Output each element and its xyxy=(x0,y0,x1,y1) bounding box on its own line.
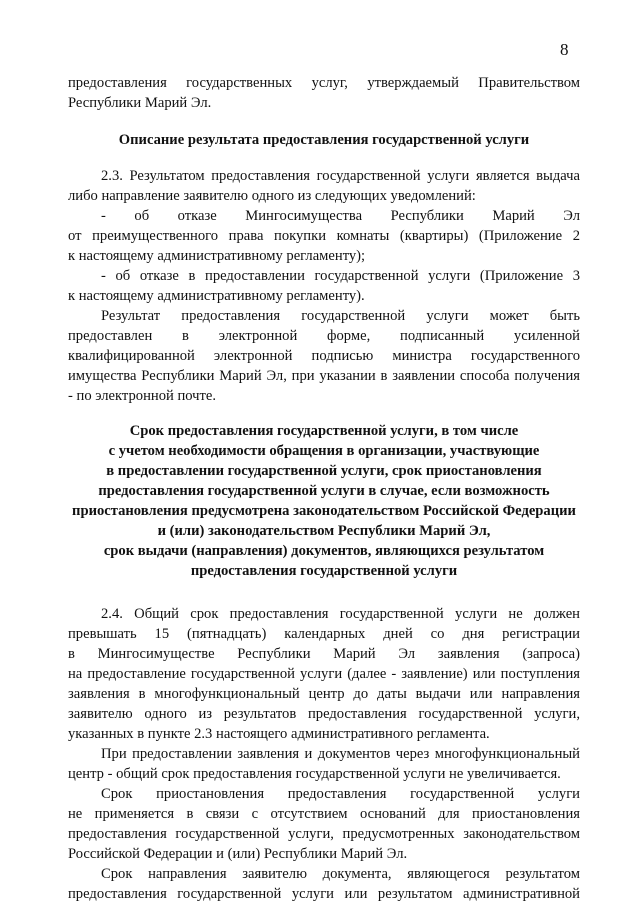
body-text-line: квалифицированной электронной подписью министра государственного xyxy=(68,348,580,364)
body-text-line: предоставления государственных услуг, утверждаемый Правительством xyxy=(68,75,580,91)
section-heading-line: Срок предоставления государственной услуги, в том числе xyxy=(129,423,519,439)
body-text-line: предоставлен в электронной форме, подписанный усиленной xyxy=(68,328,580,344)
section-heading-line: Описание результата предоставления государственной услуги xyxy=(118,132,530,148)
section-heading-line: и (или) законодательством Республики Марий Эл, xyxy=(157,523,491,539)
body-text-line: центр - общий срок предоставления государственной услуги не увеличивается. xyxy=(68,766,561,782)
body-text-line: заявления в многофункциональный центр до даты выдачи или направления xyxy=(68,686,580,702)
body-text-line: на предоставление государственной услуги (далее - заявление) или поступления xyxy=(68,666,580,682)
body-text-line: Срок направления заявителю документа, являющегося результатом xyxy=(101,866,580,882)
body-text-line: превышать 15 (пятнадцать) календарных дней со дня регистрации xyxy=(68,626,580,642)
body-text-line: к настоящему административному регламенту); xyxy=(68,248,366,264)
body-text-line: не применяется в связи с отсутствием оснований для приостановления xyxy=(68,806,580,822)
section-heading-line: приостановления предусмотрена законодательством Российской Федерации xyxy=(72,503,576,519)
body-text-line: указанных в пункте 2.3 настоящего административного регламента. xyxy=(68,726,490,742)
page-number: 8 xyxy=(560,40,569,59)
body-text-line: - об отказе Мингосимущества Республики Марий Эл xyxy=(101,208,580,224)
section-heading-line: предоставления государственной услуги в случае, если возможность xyxy=(98,483,550,499)
body-text-line: в Мингосимуществе Республики Марий Эл заявления (запроса) xyxy=(68,646,580,662)
body-text-line: 2.3. Результатом предоставления государственной услуги является выдача xyxy=(101,168,580,184)
body-text-line: от преимущественного права покупки комнаты (квартиры) (Приложение 2 xyxy=(68,228,580,244)
body-text-line: либо направление заявителю одного из следующих уведомлений: xyxy=(68,188,476,204)
body-text-line: заявителю одного из результатов предоставления государственной услуги, xyxy=(68,706,580,722)
section-heading-line: предоставления государственной услуги xyxy=(190,563,458,579)
body-text-line: Республики Марий Эл. xyxy=(68,95,212,111)
body-text-line: имущества Республики Марий Эл, при указании в заявлении способа получения xyxy=(68,368,580,384)
body-text-line: Российской Федерации и (или) Республики Марий Эл. xyxy=(68,846,408,862)
body-text-line: к настоящему административному регламенту). xyxy=(68,288,365,304)
body-text-line: предоставления государственной услуги или результатом административной xyxy=(68,886,580,902)
body-text-line: предоставления государственной услуги, предусмотренных законодательством xyxy=(68,826,580,842)
body-text-line: При предоставлении заявления и документов через многофункциональный xyxy=(101,746,580,762)
body-text-line: Результат предоставления государственной услуги может быть xyxy=(101,308,580,324)
body-text-line: Срок приостановления предоставления государственной услуги xyxy=(101,786,580,802)
body-text-line: - об отказе в предоставлении государственной услуги (Приложение 3 xyxy=(101,268,580,284)
body-text-line: - по электронной почте. xyxy=(68,388,217,404)
section-heading-line: с учетом необходимости обращения в организации, участвующие xyxy=(108,443,540,459)
section-heading-line: в предоставлении государственной услуги, срок приостановления xyxy=(106,463,542,479)
section-heading-line: срок выдачи (направления) документов, являющихся результатом xyxy=(103,543,545,559)
body-text-line: 2.4. Общий срок предоставления государственной услуги не должен xyxy=(101,606,580,622)
